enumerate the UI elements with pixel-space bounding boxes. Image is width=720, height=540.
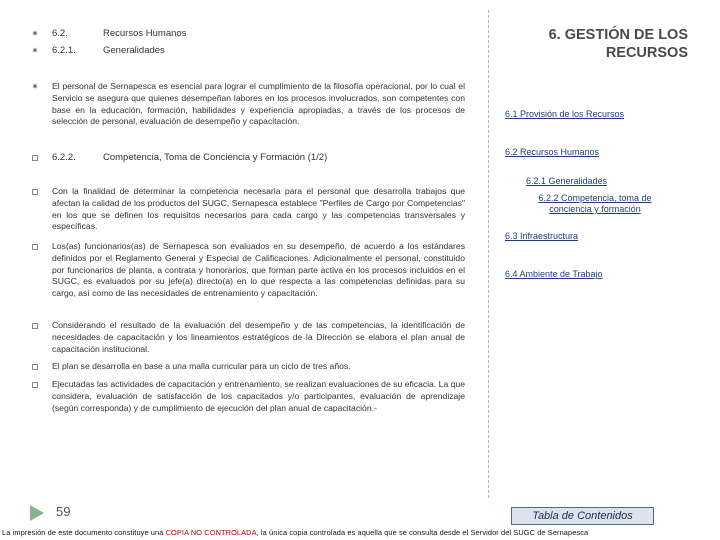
chapter-title-line: RECURSOS — [605, 45, 688, 61]
section-number: 6.2.2. — [52, 152, 76, 163]
notice-text: , la única copia controlada es aquella que se consulta desde el Servidor del SUGC de Sernapesca — [256, 528, 589, 537]
checkbox-bullet-icon — [32, 155, 38, 161]
nav-link-6-2-1[interactable]: 6.2.1 Generalidades — [526, 176, 608, 186]
section-title: Competencia, Toma de Conciencia y Formación (1/2) — [103, 152, 328, 163]
paragraph-text: Considerando el resultado de la evaluación del desempeño y de las competencias, la identificación de necesidades de capacitación y los lineamientos estratégicos de la Dirección se elabora el plan anual de capacitación institucional. — [52, 320, 465, 354]
bullet-icon: ✷ — [31, 82, 39, 91]
page-number: 59 — [56, 504, 71, 519]
nav-link-6-2-2[interactable]: 6.2.2 Competencia, toma de conciencia y formación — [538, 193, 652, 214]
checkbox-bullet-icon — [32, 364, 38, 370]
paragraph-text: Con la finalidad de determinar la competencia necesaria para el personal que desarrolla trabajos que afectan la calidad de los productos del SUGC, Sernapesca establece "Perfiles de Cargo por Competencias" en los que se definen los requisitos necesarios para cada cargo y las competencias transversales y específicas. — [52, 186, 465, 232]
section-title: Recursos Humanos — [103, 28, 187, 39]
nav-link-6-3[interactable]: 6.3 Infraestructura — [505, 231, 579, 241]
section-number: 6.2. — [52, 28, 68, 39]
paragraph-text: El personal de Sernapesca es esencial para lograr el cumplimiento de la filosofía operacional, por lo cual el Servicio se asegura que quienes desempeñan labores en los procesos involucrados, son competentes con base en la educación, formación, habilidades y experiencia apropiadas, a través de los procesos de selección de personal, evaluación de desempeño y capacitación. — [52, 81, 465, 127]
bullet-icon: ✷ — [31, 46, 39, 55]
paragraph-text: El plan se desarrolla en base a una malla curricular para un ciclo de tres años. — [52, 361, 351, 371]
arrow-right-icon — [30, 505, 44, 521]
checkbox-bullet-icon — [32, 189, 38, 195]
checkbox-bullet-icon — [32, 382, 38, 388]
notice-highlight: COPIA NO CONTROLADA — [165, 528, 257, 537]
notice-text: La impresión de este documento constituye una — [2, 528, 166, 537]
paragraph-text: Los(as) funcionarios(as) de Sernapesca son evaluados en su desempeño, de acuerdo a los estándares definidos por el Reglamento General y Especial de Calificaciones. Adicionalmente el personal, constituido por funcionarios de planta, a contrata y honorarios, que forman parte activa en los procesos incluidos en el SUGC, es evaluados por su jefe(a) directo(a) en lo que respecta a las competencias definidas para su cargo, así como de las necesidades de entrenamiento y capacitación. — [52, 241, 465, 299]
chapter-title — [488, 26, 688, 62]
table-of-contents-button[interactable]: Tabla de Contenidos — [511, 507, 654, 525]
nav-link-6-1[interactable]: 6.1 Provisión de los Recursos — [505, 109, 625, 119]
paragraph-text: Ejecutadas las actividades de capacitación y entrenamiento, se realizan evaluaciones de su eficacia. La que considera, evaluación de satisfacción de los capacitados y/o participantes, evaluación de aprendizaje (según corresponda) y de cumplimiento de ejecución del plan anual de capacitación.- — [52, 379, 465, 413]
bullet-icon: ✷ — [31, 29, 39, 38]
section-number: 6.2.1. — [52, 45, 76, 56]
checkbox-bullet-icon — [32, 323, 38, 329]
nav-link-6-2[interactable]: 6.2 Recursos Humanos — [505, 147, 600, 157]
checkbox-bullet-icon — [32, 244, 38, 250]
chapter-title-line: 6. GESTIÓN DE LOS — [548, 27, 688, 43]
copy-notice — [2, 528, 718, 537]
column-divider — [488, 10, 489, 498]
section-title: Generalidades — [103, 45, 165, 56]
nav-link-6-4[interactable]: 6.4 Ambiente de Trabajo — [505, 269, 603, 279]
